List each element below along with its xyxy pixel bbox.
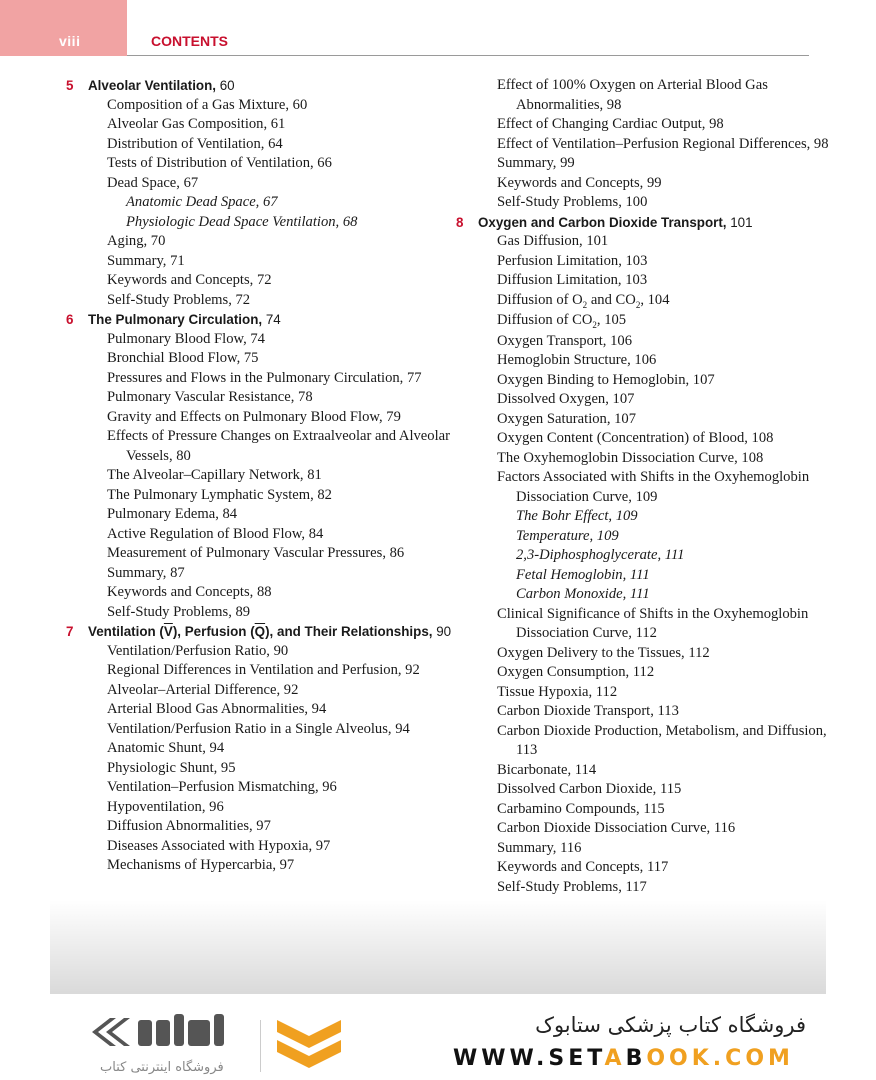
toc-entry: Oxygen Binding to Hemoglobin, 107 bbox=[497, 371, 715, 388]
toc-entry: Tissue Hypoxia, 112 bbox=[497, 683, 618, 700]
toc-entry: Self-Study Problems, 117 bbox=[497, 878, 647, 895]
toc-entry: Dissolved Carbon Dioxide, 115 bbox=[497, 781, 682, 797]
toc-entry: Perfusion Limitation, 103 bbox=[497, 252, 648, 269]
toc-entry: Bronchial Blood Flow, 75 bbox=[107, 350, 259, 366]
bottom-shadow bbox=[50, 900, 826, 994]
toc-entry: Diffusion of $CO_2$, 105 bbox=[497, 312, 627, 330]
toc-entry: Diffusion of $O_2$ and $CO_2$, 104 bbox=[497, 291, 670, 310]
toc-entry: Dead Space, 67 bbox=[107, 174, 199, 191]
header-rule bbox=[127, 55, 809, 56]
running-head: CONTENTS bbox=[151, 33, 228, 49]
page-number: viii bbox=[59, 33, 81, 49]
toc-entry: Oxygen Saturation, 107 bbox=[497, 410, 637, 427]
toc-entry: Factors Associated with Shifts in the Oxyhemoglobin Dissociation Curve, 109 bbox=[497, 469, 810, 505]
toc-entry: Effect of Ventilation–Perfusion Regional Differences, 98 bbox=[497, 135, 829, 152]
toc-entry: Hemoglobin Structure, 106 bbox=[497, 352, 657, 368]
toc-entry: The Oxyhemoglobin Dissociation Curve, 108 bbox=[497, 449, 764, 466]
toc-entry: Self-Study Problems, 72 bbox=[107, 291, 251, 308]
toc-entry: Arterial Blood Gas Abnormalities, 94 bbox=[107, 701, 327, 717]
toc-entry: Keywords and Concepts, 72 bbox=[107, 272, 272, 288]
toc-entry: Summary, 99 bbox=[497, 155, 575, 171]
chapter-heading bbox=[456, 213, 851, 233]
chapter-heading bbox=[66, 310, 456, 330]
toc-entry: Gravity and Effects on Pulmonary Blood Flow, 79 bbox=[107, 408, 401, 425]
toc-entry: Pressures and Flows in the Pulmonary Circulation, 77 bbox=[107, 369, 422, 386]
toc-entry: Dissolved Oxygen, 107 bbox=[497, 391, 635, 407]
toc-right-column bbox=[456, 76, 851, 897]
chapter-page: 90 bbox=[432, 624, 452, 639]
toc-entry: Effect of Changing Cardiac Output, 98 bbox=[497, 116, 724, 132]
chapter-title: The Pulmonary Circulation, bbox=[88, 312, 263, 327]
toc-subentry: Carbon Monoxide, 111 bbox=[516, 586, 650, 602]
toc-entry: The Pulmonary Lymphatic System, 82 bbox=[107, 486, 332, 503]
toc-entry: Gas Diffusion, 101 bbox=[497, 233, 609, 249]
toc-entry: Oxygen Content (Concentration) of Blood, 108 bbox=[497, 430, 774, 446]
toc-entry: Ventilation/Perfusion Ratio, 90 bbox=[107, 642, 289, 659]
toc-entry: Bicarbonate, 114 bbox=[497, 761, 597, 778]
q-dot-symbol: $\overline{Q}$ bbox=[254, 624, 266, 639]
logo-caption: فروشگاه اینترنتی کتاب bbox=[100, 1060, 224, 1075]
toc-entry: Active Regulation of Blood Flow, 84 bbox=[107, 525, 324, 542]
toc-entry: Effects of Pressure Changes on Extraalveolar and Alveolar Vessels, 80 bbox=[107, 428, 450, 464]
toc-left-column bbox=[66, 76, 456, 876]
chapter-title: Alveolar Ventilation, bbox=[88, 78, 216, 93]
toc-entry: Ventilation–Perfusion Mismatching, 96 bbox=[107, 779, 337, 795]
setabook-logo-icon bbox=[88, 1010, 258, 1062]
v-dot-symbol: $\overline{V}$ bbox=[163, 624, 173, 639]
chapter-heading bbox=[66, 76, 456, 96]
toc-entry: Pulmonary Blood Flow, 74 bbox=[107, 330, 265, 347]
toc-entry: Self-Study Problems, 89 bbox=[107, 603, 251, 620]
toc-entry: Keywords and Concepts, 117 bbox=[497, 859, 669, 875]
toc-entry: Oxygen Consumption, 112 bbox=[497, 664, 655, 680]
toc-subentry: Physiologic Dead Space Ventilation, 68 bbox=[126, 213, 358, 230]
toc-entry: Alveolar Gas Composition, 61 bbox=[107, 116, 286, 132]
toc-entry: Summary, 71 bbox=[107, 252, 185, 269]
website-url[interactable]: WWW.SETABOOK.COM bbox=[453, 1046, 794, 1071]
toc-entry: Summary, 87 bbox=[107, 564, 185, 581]
toc-subentry: The Bohr Effect, 109 bbox=[516, 508, 638, 524]
toc-subentry: Anatomic Dead Space, 67 bbox=[126, 194, 278, 210]
chapter-page: 101 bbox=[726, 214, 753, 230]
toc-entry: Aging, 70 bbox=[107, 233, 166, 249]
toc-entry: Keywords and Concepts, 99 bbox=[497, 174, 662, 191]
toc-entry: Regional Differences in Ventilation and Perfusion, 92 bbox=[107, 662, 420, 678]
toc-entry: Hypoventilation, 96 bbox=[107, 798, 224, 815]
toc-entry: Pulmonary Vascular Resistance, 78 bbox=[107, 389, 313, 405]
toc-entry: The Alveolar–Capillary Network, 81 bbox=[107, 467, 322, 483]
toc-entry: Diseases Associated with Hypoxia, 97 bbox=[107, 837, 331, 854]
toc-entry: Keywords and Concepts, 88 bbox=[107, 584, 272, 600]
toc-entry: Anatomic Shunt, 94 bbox=[107, 740, 225, 756]
toc-entry: Tests of Distribution of Ventilation, 66 bbox=[107, 155, 332, 171]
toc-entry: Summary, 116 bbox=[497, 839, 582, 856]
footer-divider bbox=[260, 1020, 261, 1072]
toc-entry: Alveolar–Arterial Difference, 92 bbox=[107, 681, 299, 698]
toc-entry: Carbon Dioxide Production, Metabolism, and Diffusion, 113 bbox=[497, 722, 827, 758]
store-name: فروشگاه کتاب پزشکی ستابوک bbox=[535, 1013, 806, 1037]
chapter-number: 6 bbox=[66, 312, 74, 327]
toc-entry: Composition of a Gas Mixture, 60 bbox=[107, 96, 308, 113]
chapter-number: 7 bbox=[66, 624, 74, 639]
toc-entry: Ventilation/Perfusion Ratio in a Single Alveolus, 94 bbox=[107, 720, 410, 737]
chapter-title: Oxygen and Carbon Dioxide Transport, bbox=[478, 214, 727, 230]
toc-entry: Carbon Dioxide Transport, 113 bbox=[497, 703, 679, 719]
toc-entry: Physiologic Shunt, 95 bbox=[107, 759, 236, 776]
book-chevron-icon bbox=[275, 1016, 343, 1074]
chapter-page: 60 bbox=[216, 78, 235, 93]
toc-entry: Oxygen Delivery to the Tissues, 112 bbox=[497, 644, 710, 661]
toc-entry: Clinical Significance of Shifts in the Oxyhemoglobin Dissociation Curve, 112 bbox=[497, 605, 809, 641]
toc-entry: Effect of 100% Oxygen on Arterial Blood Gas Abnormalities, 98 bbox=[497, 77, 768, 113]
toc-entry: Distribution of Ventilation, 64 bbox=[107, 135, 283, 152]
toc-subentry: 2,3-Diphosphoglycerate, 111 bbox=[516, 547, 685, 563]
toc-entry: Oxygen Transport, 106 bbox=[497, 332, 632, 349]
chapter-heading bbox=[66, 622, 456, 642]
toc-entry: Diffusion Abnormalities, 97 bbox=[107, 818, 271, 834]
toc-entry: Diffusion Limitation, 103 bbox=[497, 272, 648, 288]
toc-subentry: Temperature, 109 bbox=[516, 527, 619, 544]
chapter-number: 5 bbox=[66, 78, 74, 93]
chapter-number: 8 bbox=[456, 214, 464, 230]
toc-entry: Carbon Dioxide Dissociation Curve, 116 bbox=[497, 820, 736, 836]
toc-entry: Carbamino Compounds, 115 bbox=[497, 800, 665, 817]
chapter-page: 74 bbox=[262, 312, 281, 327]
toc-entry: Self-Study Problems, 100 bbox=[497, 194, 648, 210]
toc-entry: Pulmonary Edema, 84 bbox=[107, 506, 238, 522]
toc-entry: Mechanisms of Hypercarbia, 97 bbox=[107, 857, 295, 873]
toc-entry: Measurement of Pulmonary Vascular Pressures, 86 bbox=[107, 545, 405, 561]
chapter-title: Ventilation $(\overline{V})$, Perfusion $(\overline{Q})$, and Their Relationships, bbox=[88, 624, 433, 639]
toc-subentry: Fetal Hemoglobin, 111 bbox=[516, 566, 650, 583]
